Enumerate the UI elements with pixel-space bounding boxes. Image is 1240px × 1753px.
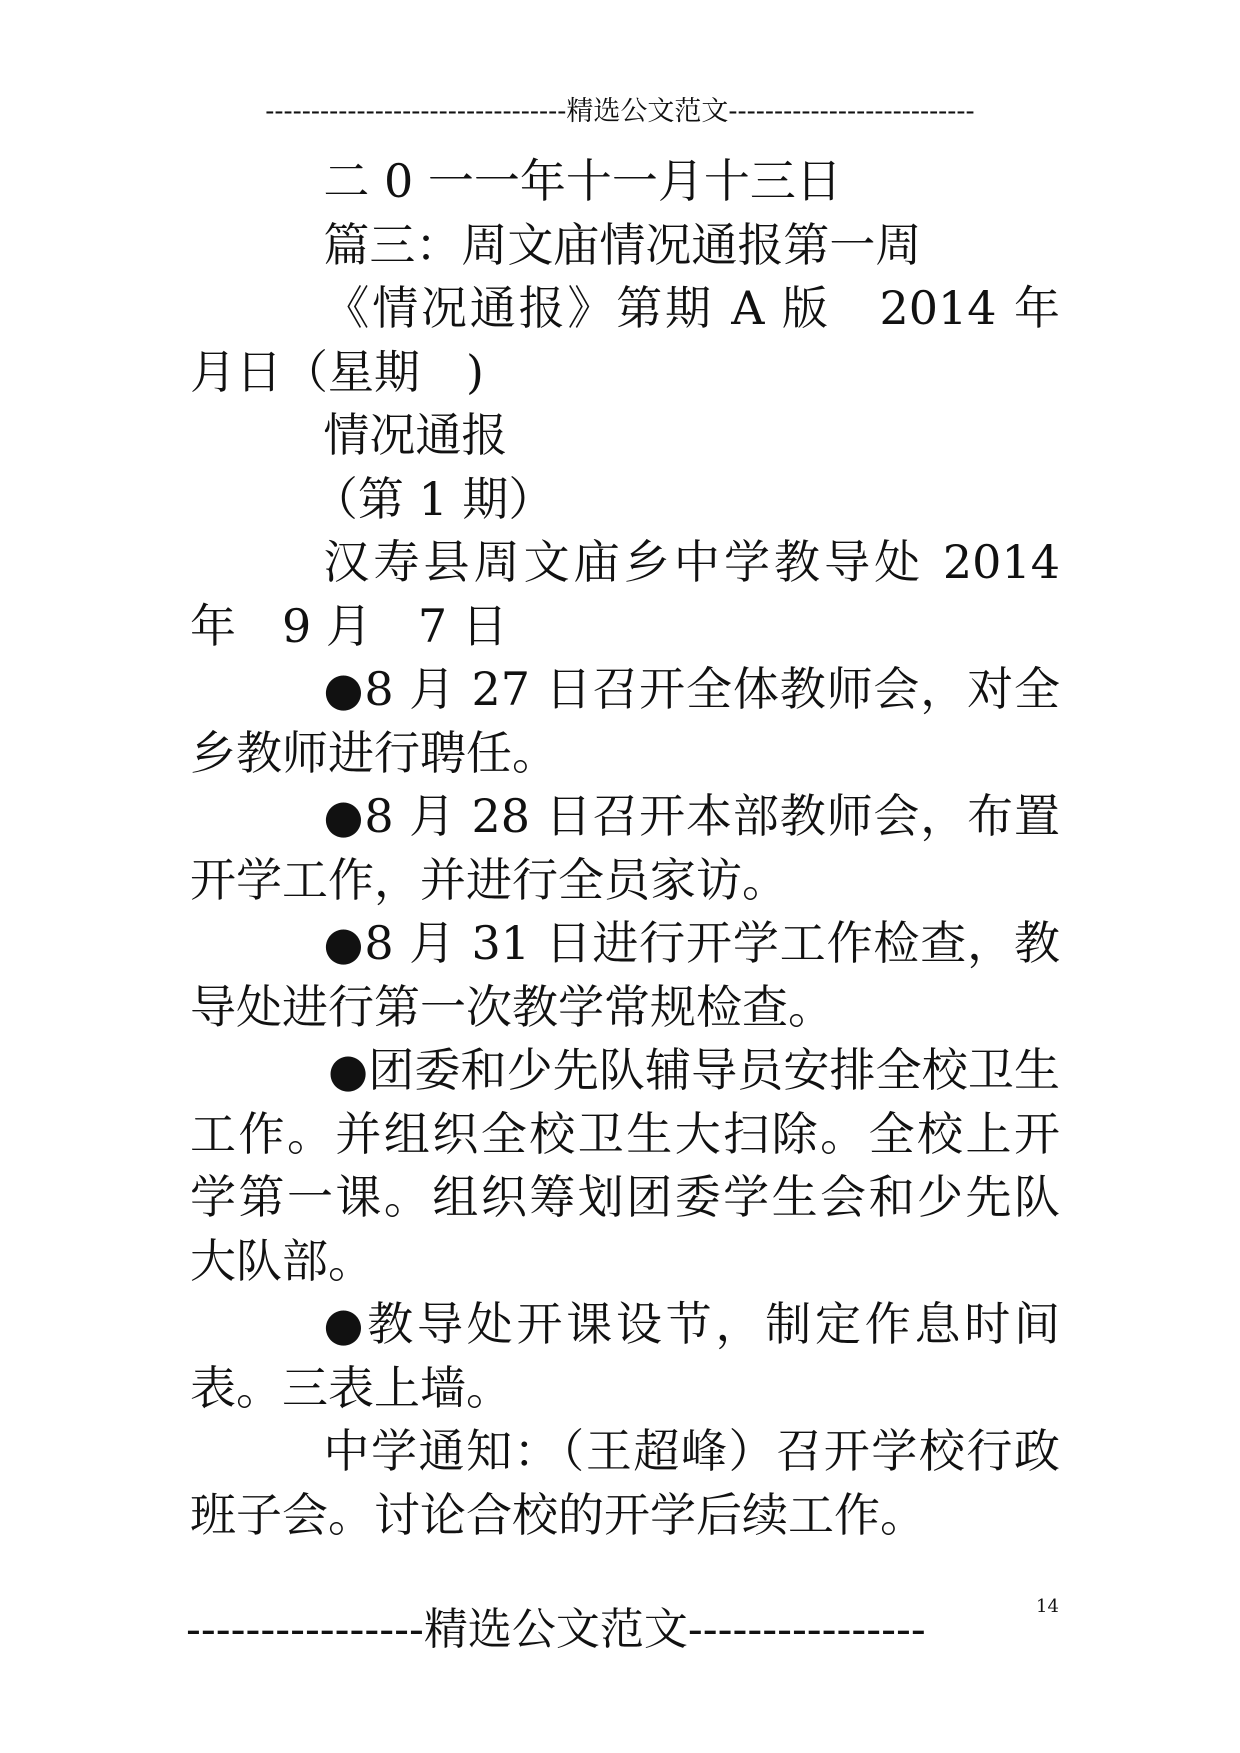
date-line: 二 0 一一年十一月十三日 [323, 154, 842, 208]
bulletin-title: 情况通报 [323, 408, 508, 462]
issuer-date-line: 汉寿县周文庙乡中学教导处 2014 年 9 月 7 日 [190, 535, 1060, 653]
bullet-item: ●8 月 28 日召开本部教师会，布置开学工作，并进行全员家访。 [190, 789, 1060, 907]
document-body [190, 150, 1060, 1547]
section-title: 篇三：周文庙情况通报第一周 [323, 217, 922, 272]
bullet-item: ●8 月 27 日召开全体教师会，对全乡教师进行聘任。 [190, 662, 1060, 780]
issue-number: （第 1 期） [311, 471, 555, 526]
page-number: 14 [1036, 1596, 1059, 1617]
bullet-item: ●教导处开课设节，制定作息时间表。三表上墙。 [190, 1297, 1060, 1415]
page-header: ---------------------------------精选公文范文--------------------------- [265, 96, 975, 127]
bullet-item: ●团委和少先队辅导员安排全校卫生工作。并组织全校卫生大扫除。全校上开学第一课。组织筹划团委学生会和少先队大队部。 [190, 1043, 1060, 1288]
notice-paragraph: 中学通知：（王超峰）召开学校行政班子会。讨论合校的开学后续工作。 [190, 1424, 1060, 1542]
bulletin-edition-line: 《情况通报》第期 A 版 2014 年月日（星期 ) [190, 281, 1060, 399]
page-footer: ----------------精选公文范文---------------- [186, 1604, 926, 1655]
bullet-item: ●8 月 31 日进行开学工作检查，教导处进行第一次教学常规检查。 [190, 916, 1060, 1034]
